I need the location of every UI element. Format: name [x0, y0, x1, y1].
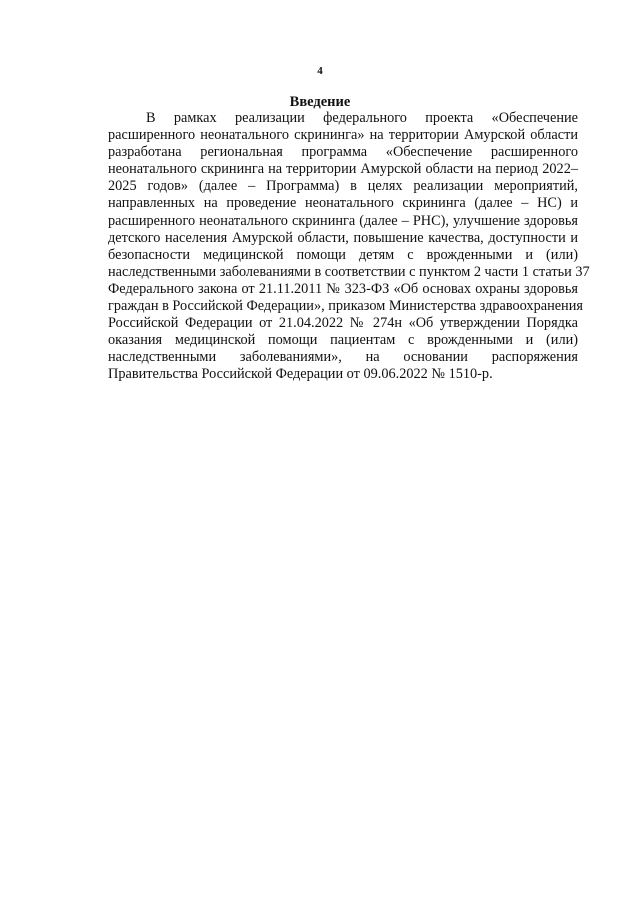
- paragraph-line: оказания медицинской помощи пациентам с врожденными и (или): [108, 332, 578, 349]
- paragraph-line: граждан в Российской Федерации», приказом Министерства здравоохранения: [108, 298, 583, 315]
- page-number: 4: [317, 65, 323, 77]
- paragraph-line: направленных на проведение неонатального скрининга (далее – НС) и: [108, 195, 578, 212]
- paragraph-line: Правительства Российской Федерации от 09.06.2022 № 1510-р.: [108, 366, 493, 383]
- paragraph-line: 2025 годов» (далее – Программа) в целях реализации мероприятий,: [108, 178, 578, 195]
- paragraph-line: неонатального скрининга на территории Амурской области на период 2022–: [108, 161, 578, 178]
- introduction-paragraph: [108, 110, 590, 384]
- paragraph-line: детского населения Амурской области, повышение качества, доступности и: [108, 229, 578, 246]
- paragraph-line: разработана региональная программа «Обеспечение расширенного: [108, 144, 578, 161]
- paragraph-line: наследственными заболеваниями», на основании распоряжения: [108, 349, 578, 366]
- paragraph-line: расширенного неонатального скрининга» на территории Амурской области: [108, 127, 578, 144]
- section-title: Введение: [289, 94, 351, 110]
- paragraph-line: Федерального закона от 21.11.2011 № 323-ФЗ «Об основах охраны здоровья: [108, 280, 578, 297]
- paragraph-line: Российской Федерации от 21.04.2022 № 274н «Об утверждении Порядка: [108, 315, 578, 332]
- paragraph-line: наследственными заболеваниями в соответствии с пунктом 2 части 1 статьи 37: [108, 263, 590, 280]
- paragraph-line: расширенного неонатального скрининга (далее – РНС), улучшение здоровья: [108, 212, 578, 229]
- paragraph-line: В рамках реализации федерального проекта «Обеспечение: [146, 110, 578, 126]
- paragraph-line: безопасности медицинской помощи детям с врожденными и (или): [108, 246, 578, 263]
